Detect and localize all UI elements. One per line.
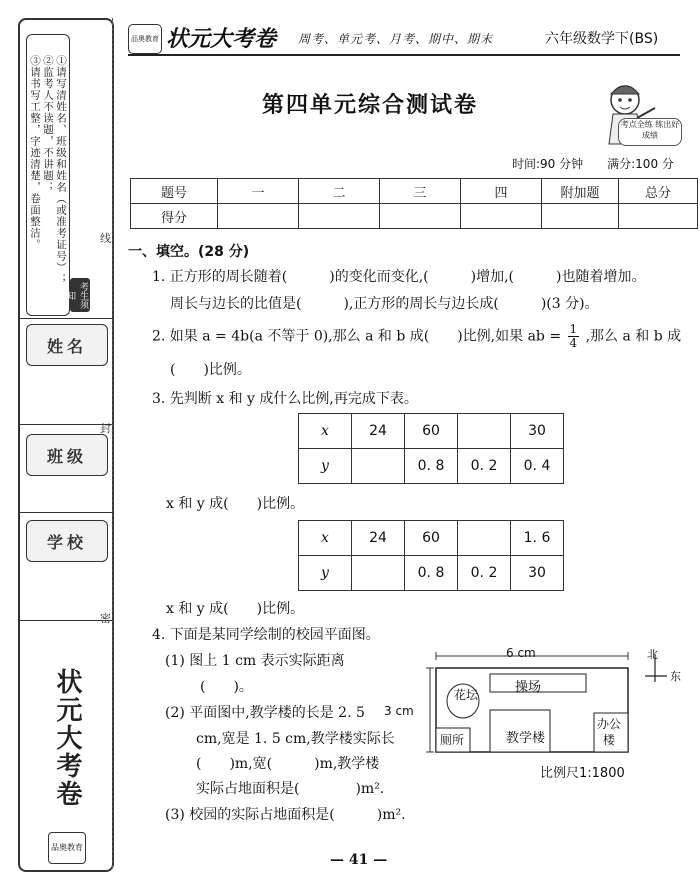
mascot-slogan: 考点全练 练出好成绩: [618, 118, 682, 146]
xy-cell[interactable]: [352, 449, 405, 484]
question-4-prompt: 4. 下面是某同学绘制的校园平面图。: [152, 627, 380, 643]
xy-cell: 24: [352, 414, 405, 449]
sidebar-divider: [20, 512, 112, 513]
question-1-line-2: 周长与边长的比值是( ),正方形的周长与边长成( )(3 分)。: [170, 296, 599, 312]
sidebar-brand-logo: 状元大考卷: [52, 668, 82, 808]
xy-table-row-x: [299, 521, 564, 556]
page-title: 第四单元综合测试卷: [262, 92, 479, 118]
question-4-2-line-1: (2) 平面图中,教学楼的长是 2. 5: [165, 705, 365, 721]
map-teaching-building-label: 教学楼: [506, 731, 546, 746]
binding-sidebar: [18, 18, 114, 872]
xy-cell: x: [299, 414, 352, 449]
xy-table-2: [298, 520, 564, 591]
xy-table-row-x: [299, 414, 564, 449]
map-flowerbed-label: 花坛: [454, 688, 479, 702]
question-4-1-line-1: (1) 图上 1 cm 表示实际距离: [165, 653, 345, 669]
name-field-label: 姓名: [46, 336, 87, 356]
notice-tag: 考生须知: [70, 278, 90, 312]
header-rule: [128, 54, 680, 56]
question-4-3: (3) 校园的实际占地面积是( )m².: [165, 807, 406, 823]
page-number: — 41 —: [330, 852, 388, 868]
xy-cell: 0. 4: [511, 449, 564, 484]
xy-cell: x: [299, 521, 352, 556]
notice-2: ②监考人不读题，不讲题；: [42, 55, 54, 193]
school-field[interactable]: [26, 520, 108, 562]
map-playground-label: 操场: [515, 680, 542, 695]
question-4-2-line-2: cm,宽是 1. 5 cm,教学楼实际长: [196, 731, 395, 747]
name-field[interactable]: [26, 324, 108, 366]
school-field-label: 学校: [46, 532, 87, 552]
class-field[interactable]: [26, 434, 108, 476]
section-heading: 一、填空。(28 分): [128, 244, 250, 260]
question-4-2-line-4: 实际占地面积是( )m².: [196, 781, 385, 797]
score-input-cell[interactable]: [619, 204, 698, 229]
xy-cell[interactable]: [458, 521, 511, 556]
xy-table-row-y: [299, 449, 564, 484]
notice-1: ①请写清姓名、班级和姓名（或准考证号）；: [55, 55, 67, 285]
question-4-1-line-2: ( )。: [200, 679, 253, 695]
score-input-cell[interactable]: [299, 204, 380, 229]
score-cell: 得分: [131, 204, 218, 229]
question-2-part-1: 2. 如果 a = 4b(a 不等于 0),那么 a 和 b 成( )比例,如果 ab =: [152, 328, 562, 345]
binding-char-secret: 密: [100, 612, 111, 625]
map-toilet-label: 厕所: [440, 733, 465, 747]
question-2-line-2: ( )比例。: [170, 362, 251, 378]
xy-cell: 1. 6: [511, 521, 564, 556]
class-field-label: 班级: [46, 446, 87, 466]
question-2-line-1: [152, 323, 681, 350]
header-brand: 状元大考卷: [166, 27, 277, 52]
xy-cell: 0. 8: [405, 449, 458, 484]
header-subtitle: 周考、单元考、月考、期中、期末: [298, 32, 494, 46]
question-3-prompt: 3. 先判断 x 和 y 成什么比例,再完成下表。: [152, 391, 418, 407]
score-cell: 总分: [619, 179, 698, 204]
xy-cell: y: [299, 449, 352, 484]
xy-cell: 60: [405, 414, 458, 449]
header-badge-logo: 品奥教育: [128, 24, 162, 54]
xy-cell: 60: [405, 521, 458, 556]
question-3-answer-2: x 和 y 成( )比例。: [166, 601, 305, 617]
sidebar-badge: 品奥教育: [48, 832, 86, 864]
xy-cell: 0. 2: [458, 449, 511, 484]
score-cell: 题号: [131, 179, 218, 204]
fraction-one-quarter: [568, 323, 580, 350]
exam-notice-box: [26, 34, 70, 316]
map-height-label: 3 cm: [384, 704, 414, 718]
score-cell: 四: [461, 179, 542, 204]
xy-cell: 0. 8: [405, 556, 458, 591]
xy-cell: 30: [511, 414, 564, 449]
score-input-cell[interactable]: [218, 204, 299, 229]
xy-table-1: [298, 413, 564, 484]
score-input-cell[interactable]: [461, 204, 542, 229]
xy-cell[interactable]: [352, 556, 405, 591]
xy-table-row-y: [299, 556, 564, 591]
binding-char-seal: 封: [100, 422, 111, 435]
score-cell: 一: [218, 179, 299, 204]
compass-north-label: 北: [647, 648, 658, 661]
sidebar-divider: [20, 424, 112, 425]
sidebar-divider: [20, 620, 112, 621]
sidebar-divider: [20, 318, 112, 319]
map-office-building-label: 办公楼: [596, 717, 621, 747]
xy-cell: 0. 2: [458, 556, 511, 591]
score-table-header-row: [131, 179, 698, 204]
score-cell: 三: [380, 179, 461, 204]
score-table-score-row: [131, 204, 698, 229]
score-input-cell[interactable]: [380, 204, 461, 229]
header-grade: 六年级数学下(BS): [545, 31, 659, 47]
fraction-numerator: 1: [569, 322, 578, 336]
compass-east-label: 东: [670, 670, 681, 683]
xy-cell: 30: [511, 556, 564, 591]
score-cell: 附加题: [542, 179, 619, 204]
notice-3: ③请书写工整，字迹清楚，卷面整洁。: [29, 55, 41, 251]
score-input-cell[interactable]: [542, 204, 619, 229]
question-4-2-line-3: ( )m,宽( )m,教学楼: [196, 756, 380, 772]
map-scale: 比例尺1:1800: [540, 766, 625, 781]
xy-cell[interactable]: [458, 414, 511, 449]
binding-dashed-line: [112, 18, 113, 868]
fraction-denominator: 4: [569, 336, 578, 350]
score-cell: 二: [299, 179, 380, 204]
map-width-label: 6 cm: [506, 646, 536, 660]
score-table: [130, 178, 698, 229]
exam-time-info: 时间:90 分钟 满分:100 分: [512, 157, 674, 171]
xy-cell: y: [299, 556, 352, 591]
question-3-answer-1: x 和 y 成( )比例。: [166, 496, 305, 512]
question-2-part-2: ,那么 a 和 b 成: [585, 328, 682, 345]
question-1-line-1: 1. 正方形的周长随着( )的变化而变化,( )增加,( )也随着增加。: [152, 269, 646, 285]
xy-cell: 24: [352, 521, 405, 556]
binding-char-line: 线: [100, 232, 111, 245]
